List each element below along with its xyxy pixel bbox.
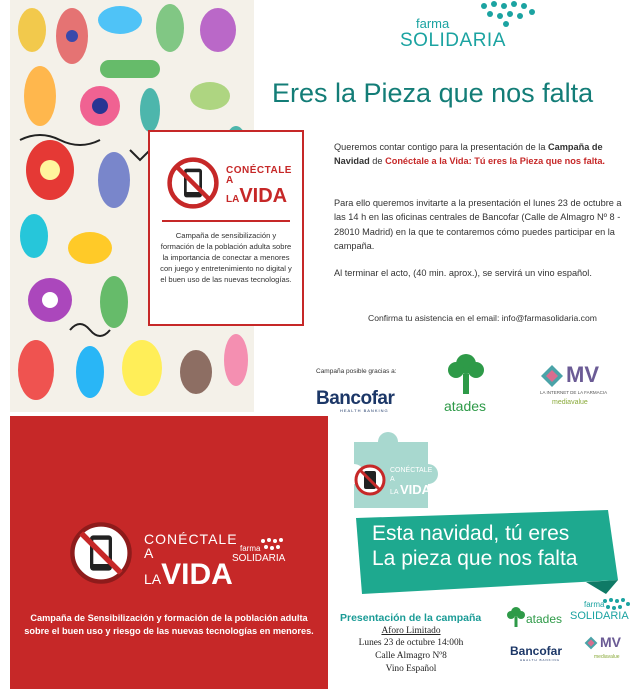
divider [162, 220, 290, 222]
presentation-wine: Vino Español [385, 664, 437, 674]
sponsor-label: Campaña posible gracias a: [316, 368, 397, 375]
invitation-headline: Eres la Pieza que nos falta [272, 78, 594, 108]
brand-line1: CONÉCTALE [144, 531, 238, 547]
christmas-banner [356, 510, 618, 594]
brand-la: LA [144, 571, 162, 587]
invitation-paragraph-3: Al terminar el acto, (40 min. aprox.), se servirá un vino español. [334, 268, 592, 278]
farma-solidaria-logo [570, 598, 632, 628]
atades-tree-icon [446, 352, 486, 396]
logo-solidaria-text: SOLIDARIA [400, 30, 506, 51]
no-phone-sign-icon [166, 156, 220, 210]
presentation-capacity: Aforo Limitado [381, 626, 441, 636]
brand-line2: A [226, 175, 234, 186]
brand-vida: VIDA [239, 185, 288, 207]
mv-mediavalue: mediavalue [552, 399, 588, 406]
atades-logo: atades [444, 398, 487, 414]
mv-tagline: LA INTERNET DE LA FARMACIA [540, 390, 608, 395]
campaign-statement: Campaña de Sensibilización y formación de la población adulta sobre el buen uso y riesgo de las nuevas tecnologías en menores. [24, 613, 314, 637]
brand-la: LA [226, 194, 240, 205]
no-phone-sign-icon [68, 520, 134, 586]
p1-text-b: Campaña de Navidad [334, 142, 603, 167]
bancofar-logo: Bancofar [510, 644, 563, 658]
brand-line3 [144, 560, 238, 590]
dots-logo-icon [478, 0, 538, 28]
puzzle-brand-line2: A [390, 476, 395, 483]
farma-solidaria-logo [232, 544, 285, 564]
bancofar-tagline: HEALTH BANKING [520, 658, 560, 662]
mv-text: MV [600, 634, 621, 650]
presentation-date: Lunes 23 de octubre 14:00h [358, 638, 464, 648]
conectale-brand [226, 166, 292, 206]
conectale-brand [144, 532, 238, 590]
red-campaign-panel [10, 416, 328, 689]
brand-line3 [226, 186, 292, 206]
dots-logo-icon [260, 538, 286, 552]
puzzle-brand-la: LA [390, 489, 399, 496]
banner-text [372, 522, 578, 572]
farma-solidaria-logo [400, 0, 540, 54]
logo-farma-text: farma [416, 16, 450, 31]
logo-solidaria-text: SOLIDARIA [570, 610, 629, 622]
mv-text: MV [566, 362, 599, 387]
brand-line1: CONÉCTALE [226, 165, 292, 176]
presentation-title: Presentación de la campaña [340, 612, 482, 624]
brand-line2: A [144, 545, 154, 561]
logo-solidaria-text: SOLIDARIA [232, 553, 286, 564]
rsvp-text: Confirma tu asistencia en el email: info@farmasolidaria.com [368, 313, 597, 323]
invitation-paragraph-1 [334, 140, 634, 169]
logo-farma-text: farma [584, 600, 605, 609]
p1-text-c: de [369, 156, 386, 167]
banner-line1: Esta navidad, tú eres [372, 522, 570, 545]
bancofar-tagline: HEALTH BANKING [340, 408, 389, 413]
mv-mediavalue: mediavalue [594, 654, 620, 660]
brand-vida: VIDA [161, 558, 233, 591]
mv-shape-icon [584, 636, 598, 650]
conectale-card [148, 130, 304, 326]
campaign-description: Campaña de sensibilización y formación de la población adulta sobre la importancia de conectar a menores con juego y entretenimiento no digital y el buen uso de las nuevas tecnologías. [160, 231, 292, 284]
atades-tree-icon [506, 606, 526, 628]
banner-line2: La pieza que nos falta [372, 546, 578, 570]
invitation-paragraph-2: Para ello queremos invitarte a la presentación el lunes 23 de octubre a las 14 h en las oficinas centrales de Bancofar (Calle de Almagro Nº 8 - 28010 Madrid) en la que te contaremos cómo puedes participar en la campaña. [334, 198, 622, 251]
mv-shape-icon [540, 364, 564, 388]
p1-text-d: Conéctale a la Vida: Tú eres la Pieza que nos falta. [385, 156, 605, 167]
mediavalue-logo [584, 634, 634, 664]
bancofar-logo: Bancofar [316, 388, 395, 409]
puzzle-brand-vida: VIDA [400, 482, 432, 497]
mediavalue-logo [540, 362, 610, 412]
presentation-address: Calle Almagro Nº8 [375, 651, 447, 661]
p1-text-a: Queremos contar contigo para la presentación de la [334, 142, 548, 152]
puzzle-piece-graphic [334, 420, 458, 512]
puzzle-brand-line1: CONÉCTALE [390, 467, 433, 474]
logo-farma-text: farma [240, 544, 261, 553]
atades-logo: atades [526, 612, 563, 626]
